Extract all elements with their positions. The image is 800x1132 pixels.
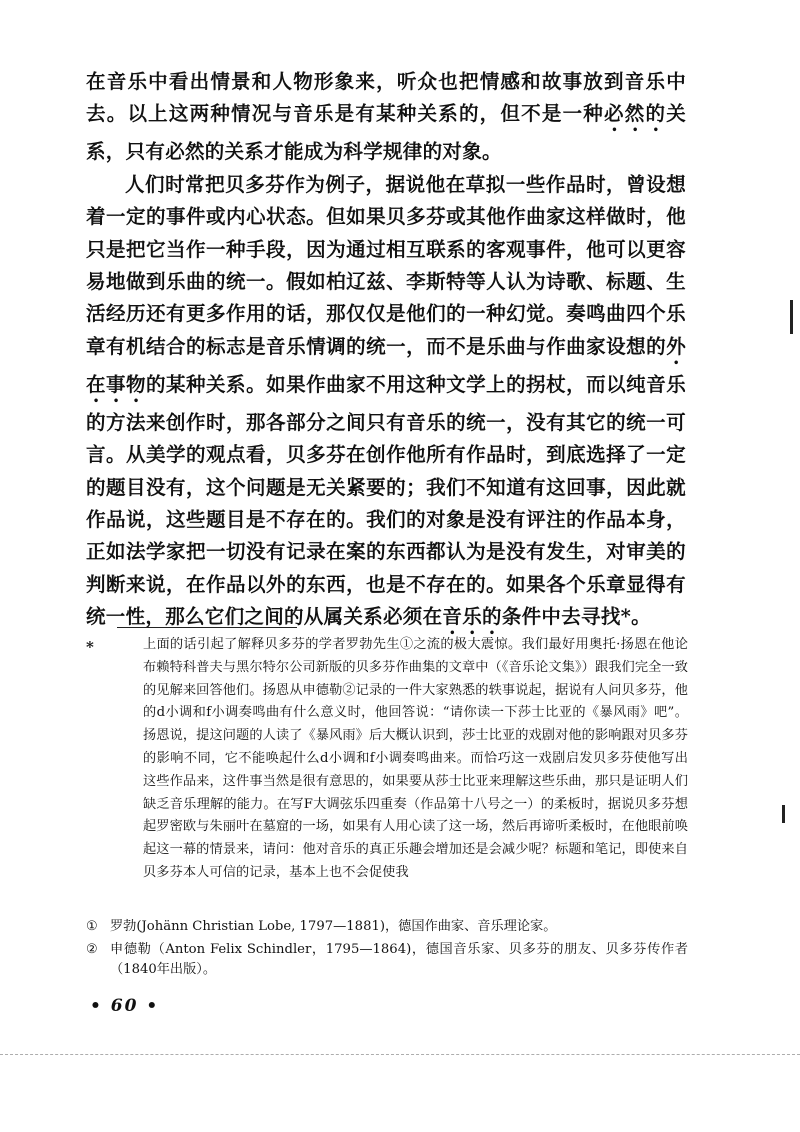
paragraph-2-part-c: 条件中去寻找*。 [501, 605, 651, 629]
main-text [86, 66, 686, 639]
reference-notes [86, 917, 688, 983]
scan-artifact-line [0, 1054, 800, 1055]
emphasis-necessary: 必然的 [604, 102, 667, 126]
emphasis-external-things: 外在事物 [86, 334, 686, 396]
reference-note [86, 940, 688, 981]
reference-text: 申德勒（Anton Felix Schindler，1795—1864)，德国音乐家、贝多芬的朋友、贝多芬传作者（1840年出版）。 [110, 941, 688, 977]
paragraph-1-end: 关系，只有必然的关系才能成为科学规律的对象。 [86, 102, 686, 164]
reference-text: 罗勃(Johänn Christian Lobe, 1797—1881)，德国作曲家、音乐理论家。 [110, 919, 557, 934]
reference-note [86, 917, 688, 938]
paragraph-1 [86, 66, 686, 169]
scan-artifact-mark [790, 300, 793, 334]
paragraph-2 [86, 169, 686, 639]
scan-artifact-mark [782, 805, 785, 823]
paragraph-1-text: 在音乐中看出情景和人物形象来，听众也把情感和故事放到音乐中去。以上这两种情况与音乐是有某种关系的，但不是一种 [86, 70, 686, 126]
paragraph-2-part-b: 的某种关系。如果作曲家不用这种文学上的拐杖，而以纯音乐的方法来创作时，那各部分之间只有音乐的统一，没有其它的统一可言。从美学的观点看，贝多芬在创作他所有作品时，到底选择了一定的题目没有，这个问题是无关紧要的；我们不知道有这回事，因此就作品说，这些题目是不存在的。我们的对象是没有评注的作品本身，正如法学家把一切没有记录在案的东西都认为是没有发生，对审美的判断来说，在作品以外的东西，也是不存在的。如果各个乐章显得有统一性，那么它们之间的从属关系必须在 [86, 372, 686, 629]
footnote-rule [117, 627, 297, 628]
reference-number: ① [86, 919, 98, 934]
paragraph-2-part-a: 人们时常把贝多芬作为例子，据说他在草拟一些作品时，曾设想着一定的事件或内心状态。但如果贝多芬或其他作曲家这样做时，他只是把它当作一种手段，因为通过相互联系的客观事件，他可以更容易地做到乐曲的统一。假如柏辽兹、李斯特等人认为诗歌、标题、生活经历还有更多作用的话，那仅仅是他们的一种幻觉。奏鸣曲四个乐章有机结合的标志是音乐情调的统一，而不是乐曲与作曲家设想的 [86, 172, 686, 358]
reference-number: ② [86, 941, 98, 957]
emphasis-musical: 音乐的 [442, 605, 502, 629]
footnote-marker: * [86, 638, 94, 656]
footnote [86, 634, 688, 885]
footnote-text: 上面的话引起了解释贝多芬的学者罗勃先生①之流的极大震惊。我们最好用奥托·扬恩在他论布赖特科普夫与黑尔特尔公司新版的贝多芬作曲集的文章中（《音乐论文集》）跟我们完全一致的见解来回答他们。扬恩从申德勒②记录的一件大家熟悉的轶事说起，据说有人问贝多芬，他的d小调和f小调奏鸣曲有什么意义时，他回答说：“请你读一下莎士比亚的《暴风雨》吧”。扬恩说，提这问题的人读了《暴风雨》后大概认识到，莎士比亚的戏剧对他的影响跟对贝多芬的影响不同，它不能唤起什么d小调和f小调奏鸣曲来。而恰巧这一戏剧启发贝多芬使他写出这些作品来，这件事当然是很有意思的，如果要从莎士比亚来理解这些乐曲，那只是证明人们缺乏音乐理解的能力。在写F大调弦乐四重奏（作品第十八号之一）的柔板时，据说贝多芬想起罗密欧与朱丽叶在墓窟的一场，如果有人用心读了这一场，然后再谛听柔板时，在他眼前唤起这一幕的情景来，请问：他对音乐的真正乐趣会增加还是会减少呢？标题和笔记，即使来自贝多芬本人可信的记录，基本上也不会促使我 [143, 637, 688, 880]
page-number: • 60 • [90, 996, 160, 1016]
